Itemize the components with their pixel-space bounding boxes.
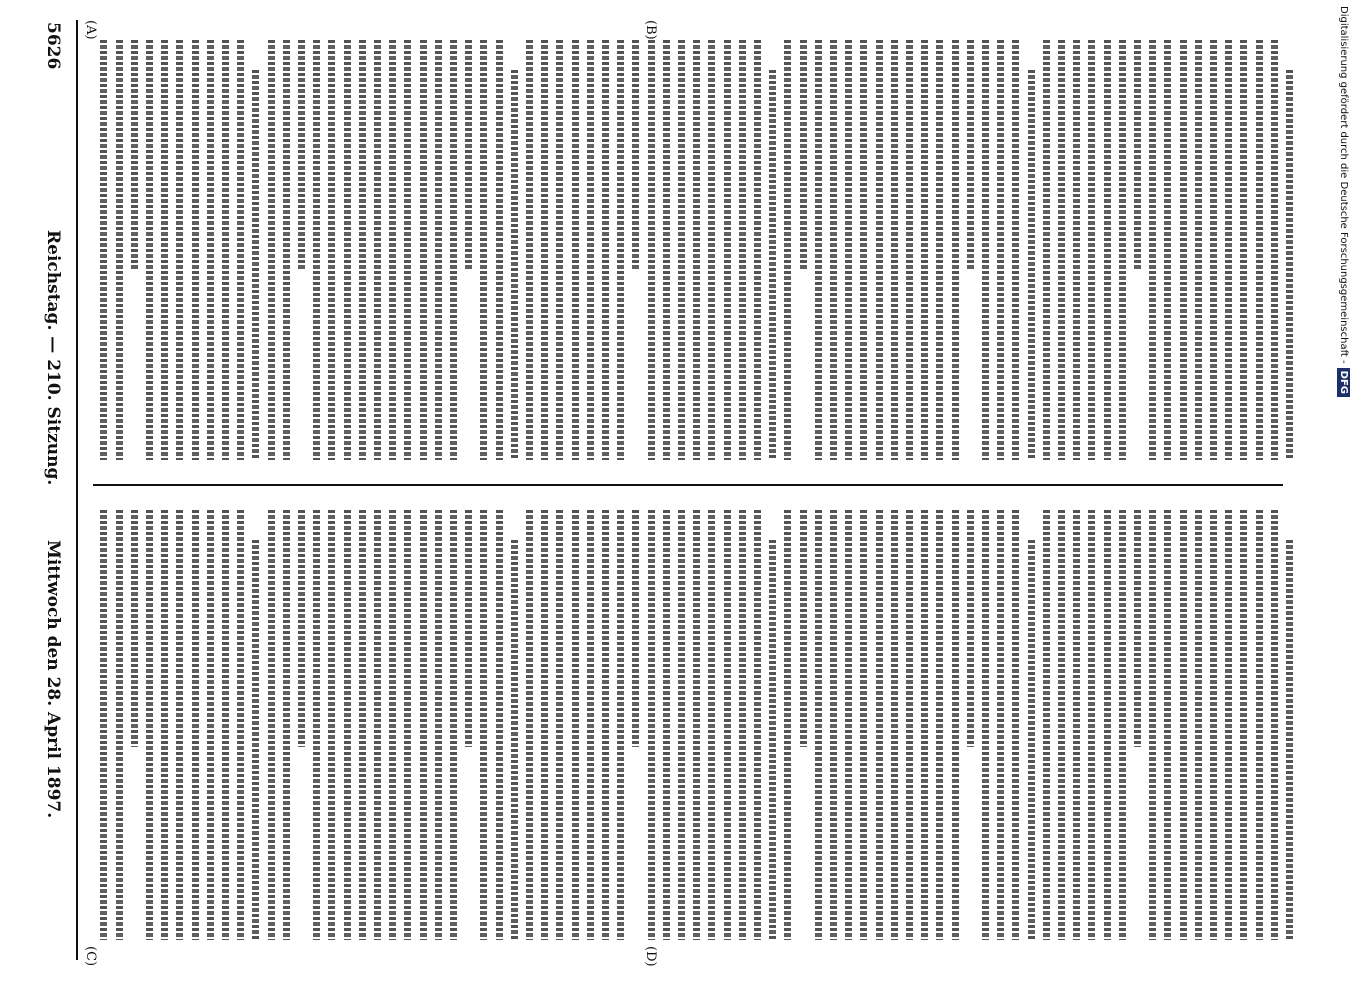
text-line xyxy=(541,510,548,940)
text-line xyxy=(496,40,503,460)
text-line xyxy=(860,40,867,460)
text-line xyxy=(952,40,959,460)
text-line xyxy=(1058,510,1065,940)
text-line xyxy=(997,510,1004,940)
text-line xyxy=(1271,510,1278,940)
text-line xyxy=(860,510,867,940)
margin-mark-c: (C) xyxy=(83,946,98,967)
text-line xyxy=(1240,40,1247,460)
text-line xyxy=(1119,510,1126,940)
text-line xyxy=(1149,40,1156,460)
text-line xyxy=(815,40,822,460)
text-line xyxy=(389,40,396,460)
text-line xyxy=(617,40,624,460)
margin-mark-b: (B) xyxy=(643,20,658,40)
text-line xyxy=(389,510,396,940)
text-line xyxy=(1134,510,1141,747)
text-line xyxy=(572,510,579,940)
text-line xyxy=(1104,40,1111,460)
text-line xyxy=(1195,40,1202,460)
text-line xyxy=(724,510,731,940)
text-line xyxy=(982,40,989,460)
text-line xyxy=(1119,40,1126,460)
text-line xyxy=(1012,510,1019,940)
text-line xyxy=(435,40,442,460)
text-line xyxy=(1088,510,1095,940)
text-line xyxy=(784,510,791,940)
text-line xyxy=(632,510,639,747)
text-line xyxy=(1225,510,1232,940)
text-line xyxy=(313,40,320,460)
text-line xyxy=(921,510,928,940)
text-line xyxy=(769,540,776,940)
page-number: 5626 xyxy=(43,22,63,70)
text-line xyxy=(100,510,107,940)
text-line xyxy=(921,40,928,460)
margin-mark-a: (A) xyxy=(83,20,98,40)
column-divider xyxy=(93,484,1283,486)
text-line xyxy=(876,510,883,940)
text-line xyxy=(374,510,381,940)
text-line xyxy=(359,40,366,460)
text-line xyxy=(693,40,700,460)
text-line xyxy=(420,40,427,460)
text-line xyxy=(1134,40,1141,271)
digitization-credit-text: Digitalisierung gefördert durch die Deutsche Forschungsgemeinschaft - xyxy=(1338,6,1350,364)
text-line xyxy=(268,40,275,460)
text-line xyxy=(268,510,275,940)
text-line xyxy=(1195,510,1202,940)
text-line xyxy=(587,510,594,940)
text-line xyxy=(222,510,229,940)
text-line xyxy=(1028,70,1035,460)
text-line xyxy=(663,40,670,460)
left-text-column xyxy=(83,40,1293,460)
text-line xyxy=(146,40,153,460)
text-line xyxy=(131,40,138,271)
text-line xyxy=(906,40,913,460)
text-line xyxy=(176,510,183,940)
text-line xyxy=(298,40,305,271)
text-line xyxy=(161,510,168,940)
text-line xyxy=(1180,510,1187,940)
text-line xyxy=(1210,40,1217,460)
text-line xyxy=(754,40,761,460)
text-line xyxy=(252,540,259,940)
text-line xyxy=(176,40,183,460)
text-line xyxy=(936,40,943,460)
text-line xyxy=(648,40,655,460)
text-line xyxy=(465,510,472,747)
text-line xyxy=(404,40,411,460)
text-line xyxy=(556,40,563,460)
margin-mark-d: (D) xyxy=(643,946,658,967)
text-line xyxy=(313,510,320,940)
text-line xyxy=(876,40,883,460)
text-line xyxy=(100,40,107,460)
text-line xyxy=(161,40,168,460)
text-line xyxy=(526,510,533,940)
text-line xyxy=(678,510,685,940)
text-line xyxy=(480,40,487,460)
text-line xyxy=(359,510,366,940)
text-line xyxy=(1286,70,1293,460)
session-date: Mittwoch den 28. April 1897. xyxy=(43,540,63,819)
text-line xyxy=(480,510,487,940)
text-line xyxy=(708,510,715,940)
text-line xyxy=(1058,40,1065,460)
text-line xyxy=(617,510,624,940)
text-line xyxy=(906,510,913,940)
text-line xyxy=(1043,40,1050,460)
text-line xyxy=(1210,510,1217,940)
text-line xyxy=(800,510,807,747)
text-line xyxy=(207,510,214,940)
text-line xyxy=(1164,510,1171,940)
text-line xyxy=(936,510,943,940)
text-line xyxy=(769,70,776,460)
text-line xyxy=(207,40,214,460)
text-line xyxy=(967,40,974,271)
text-line xyxy=(435,510,442,940)
text-line xyxy=(952,510,959,940)
text-line xyxy=(982,510,989,940)
text-line xyxy=(693,510,700,940)
text-line xyxy=(1073,510,1080,940)
text-line xyxy=(192,40,199,460)
text-line xyxy=(587,40,594,460)
text-line xyxy=(967,510,974,747)
text-line xyxy=(465,40,472,271)
text-line xyxy=(192,510,199,940)
text-line xyxy=(1028,540,1035,940)
text-line xyxy=(237,40,244,460)
text-line xyxy=(1256,510,1263,940)
text-line xyxy=(739,40,746,460)
text-line xyxy=(602,510,609,940)
text-line xyxy=(511,540,518,940)
text-line xyxy=(237,510,244,940)
text-line xyxy=(830,510,837,940)
text-line xyxy=(298,510,305,747)
text-line xyxy=(815,510,822,940)
text-line xyxy=(845,510,852,940)
text-line xyxy=(1149,510,1156,940)
text-line xyxy=(344,40,351,460)
text-line xyxy=(1256,40,1263,460)
text-line xyxy=(420,510,427,940)
text-line xyxy=(556,510,563,940)
text-line xyxy=(754,510,761,940)
text-line xyxy=(830,40,837,460)
text-line xyxy=(344,510,351,940)
text-line xyxy=(131,510,138,747)
text-line xyxy=(374,40,381,460)
text-line xyxy=(1012,40,1019,460)
text-line xyxy=(328,40,335,460)
text-line xyxy=(1180,40,1187,460)
text-line xyxy=(997,40,1004,460)
text-line xyxy=(450,510,457,940)
text-line xyxy=(724,40,731,460)
header-rule xyxy=(76,20,78,960)
text-line xyxy=(708,40,715,460)
text-line xyxy=(526,40,533,460)
text-line xyxy=(572,40,579,460)
text-line xyxy=(146,510,153,940)
text-line xyxy=(739,510,746,940)
text-line xyxy=(283,510,290,940)
text-line xyxy=(784,40,791,460)
text-line xyxy=(404,510,411,940)
text-line xyxy=(1225,40,1232,460)
text-line xyxy=(1271,40,1278,460)
text-line xyxy=(1043,510,1050,940)
text-line xyxy=(496,510,503,940)
text-line xyxy=(891,40,898,460)
text-line xyxy=(1104,510,1111,940)
text-line xyxy=(1164,40,1171,460)
text-line xyxy=(1240,510,1247,940)
text-line xyxy=(328,510,335,940)
text-line xyxy=(252,70,259,460)
right-text-column xyxy=(83,510,1293,940)
text-line xyxy=(891,510,898,940)
text-line xyxy=(222,40,229,460)
text-line xyxy=(450,40,457,460)
text-line xyxy=(541,40,548,460)
text-line xyxy=(845,40,852,460)
text-line xyxy=(678,40,685,460)
text-line xyxy=(1286,540,1293,940)
text-line xyxy=(648,510,655,940)
digitization-credit-sidebar xyxy=(1334,6,1353,991)
text-line xyxy=(663,510,670,940)
text-line xyxy=(632,40,639,271)
session-title: Reichstag. — 210. Sitzung. xyxy=(43,230,63,486)
text-line xyxy=(602,40,609,460)
text-line xyxy=(116,510,123,940)
text-line xyxy=(1088,40,1095,460)
text-line xyxy=(116,40,123,460)
text-line xyxy=(511,70,518,460)
text-line xyxy=(1073,40,1080,460)
text-line xyxy=(283,40,290,460)
dfg-logo: DFG xyxy=(1338,368,1351,397)
text-line xyxy=(800,40,807,271)
